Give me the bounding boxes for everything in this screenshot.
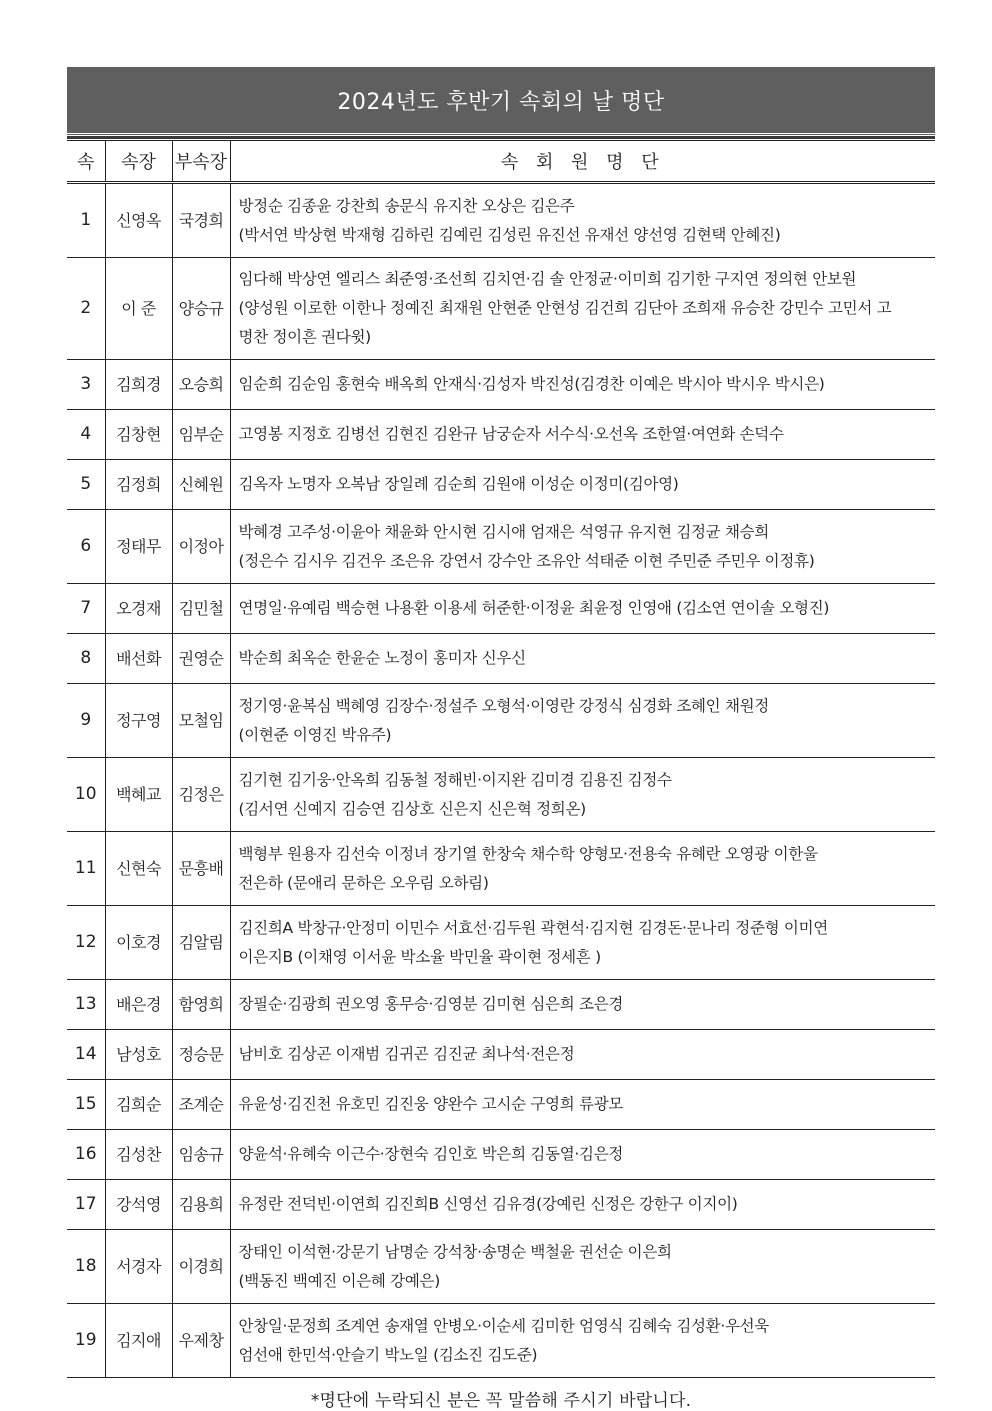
table-row	[67, 1080, 935, 1130]
row-sub-leader: 임송규	[172, 1130, 230, 1180]
table-row	[67, 1180, 935, 1230]
row-members	[230, 758, 935, 832]
table-row	[67, 1304, 935, 1378]
member-line: 박혜경 고주성·이윤아 채윤화 안시현 김시애 엄재은 석영규 유지현 김정균 채승희	[238, 522, 769, 541]
member-line: (백동진 백예진 이은혜 강예은)	[238, 1271, 440, 1290]
row-number: 2	[67, 258, 105, 360]
member-line: 안창일·문정희 조계연 송재열 안병오·이순세 김미한 엄영식 김혜숙 김성환·우선욱	[238, 1316, 769, 1335]
row-members	[230, 634, 935, 684]
row-sub-leader: 오승희	[172, 360, 230, 410]
row-members	[230, 183, 935, 258]
row-sub-leader: 국경희	[172, 183, 230, 258]
row-members	[230, 510, 935, 584]
roster-sheet	[67, 67, 935, 1411]
row-members	[230, 1080, 935, 1130]
row-leader: 배은경	[105, 980, 172, 1030]
table-row	[67, 1030, 935, 1080]
row-sub-leader: 이경희	[172, 1230, 230, 1304]
row-leader: 정구영	[105, 684, 172, 758]
row-sub-leader: 김용희	[172, 1180, 230, 1230]
row-sub-leader: 김정은	[172, 758, 230, 832]
member-line: 이은지B (이채영 이서윤 박소율 박민율 곽이현 정세흔 )	[238, 947, 601, 966]
row-sub-leader: 양승규	[172, 258, 230, 360]
member-line: 명찬 정이흔 권다윗)	[238, 328, 371, 346]
row-sub-leader: 김민철	[172, 584, 230, 634]
roster-body	[67, 183, 935, 1378]
row-leader: 김희순	[105, 1080, 172, 1130]
row-sub-leader: 김알림	[172, 906, 230, 980]
row-members	[230, 360, 935, 410]
row-members	[230, 1030, 935, 1080]
page-title: 2024년도 후반기 속회의 날 명단	[67, 67, 935, 136]
row-leader: 오경재	[105, 584, 172, 634]
member-line: 양윤석·유혜숙 이근수·장현숙 김인호 박은희 김동열·김은정	[238, 1145, 624, 1163]
row-leader: 백혜교	[105, 758, 172, 832]
table-row	[67, 1230, 935, 1304]
row-number: 9	[67, 684, 105, 758]
member-line: 연명일·유예림 백승현 나용환 이용세 허준한·이정윤 최윤정 인영애 (김소연 연이솔 오형진)	[238, 599, 830, 617]
row-sub-leader: 조계순	[172, 1080, 230, 1130]
member-line: 유정란 전덕빈·이연희 김진희B 신영선 김유경(강예린 신정은 강한구 이지이)	[238, 1195, 738, 1213]
table-row	[67, 634, 935, 684]
row-leader: 김창현	[105, 410, 172, 460]
row-sub-leader: 이정아	[172, 510, 230, 584]
row-sub-leader: 우제창	[172, 1304, 230, 1378]
member-line: 장필순·김광희 권오영 홍무승·김영분 김미현 심은희 조은경	[238, 995, 624, 1013]
member-line: 정기영·윤복심 백혜영 김장수·정설주 오형석·이영란 강정식 심경화 조혜인 채원정	[238, 696, 769, 715]
member-line: 임순희 김순임 홍현숙 배옥희 안재식·김성자 박진성(김경찬 이예은 박시아 박시우 박시은)	[238, 375, 825, 393]
table-row	[67, 758, 935, 832]
row-number: 17	[67, 1180, 105, 1230]
table-row	[67, 360, 935, 410]
header-leader: 속장	[105, 141, 172, 183]
member-line: 백형부 원용자 김선숙 이정녀 장기열 한창숙 채수학 양형모·전용숙 유혜란 오영광 이한울	[238, 844, 818, 863]
table-row	[67, 410, 935, 460]
table-row	[67, 510, 935, 584]
row-members	[230, 460, 935, 510]
row-number: 8	[67, 634, 105, 684]
row-number: 11	[67, 832, 105, 906]
member-line: 김진희A 박창규·안정미 이민수 서효선·김두원 곽현석·김지현 김경돈·문나리 정준형 이미연	[238, 918, 828, 937]
row-members	[230, 1180, 935, 1230]
table-row	[67, 980, 935, 1030]
table-row	[67, 832, 935, 906]
row-number: 18	[67, 1230, 105, 1304]
header-members: 속 회 원 명 단	[230, 141, 935, 183]
member-line: 박순희 최옥순 한윤순 노정이 홍미자 신우신	[238, 649, 526, 667]
member-line: (이현준 이영진 박유주)	[238, 725, 392, 744]
row-members	[230, 1304, 935, 1378]
member-line: 김기현 김기웅·안옥희 김동철 정해빈·이지완 김미경 김용진 김정수	[238, 770, 672, 789]
row-sub-leader: 권영순	[172, 634, 230, 684]
roster-table	[67, 140, 935, 1378]
row-number: 4	[67, 410, 105, 460]
row-members	[230, 906, 935, 980]
row-leader: 김정희	[105, 460, 172, 510]
row-number: 6	[67, 510, 105, 584]
table-row	[67, 584, 935, 634]
table-row	[67, 460, 935, 510]
row-leader: 이호경	[105, 906, 172, 980]
row-leader: 강석영	[105, 1180, 172, 1230]
row-leader: 배선화	[105, 634, 172, 684]
row-leader: 서경자	[105, 1230, 172, 1304]
row-number: 12	[67, 906, 105, 980]
row-sub-leader: 함영희	[172, 980, 230, 1030]
row-number: 10	[67, 758, 105, 832]
row-members	[230, 258, 935, 360]
row-members	[230, 1130, 935, 1180]
member-line: 고영봉 지정호 김병선 김현진 김완규 남궁순자 서수식·오선옥 조한열·여연화 손덕수	[238, 425, 784, 443]
row-number: 1	[67, 183, 105, 258]
header-row	[67, 141, 935, 183]
row-leader: 김지애	[105, 1304, 172, 1378]
member-line: 김옥자 노명자 오복남 장일례 김순희 김원애 이성순 이정미(김아영)	[238, 475, 679, 493]
row-leader: 이 준	[105, 258, 172, 360]
table-row	[67, 1130, 935, 1180]
table-row	[67, 258, 935, 360]
row-leader: 신현숙	[105, 832, 172, 906]
row-members	[230, 980, 935, 1030]
row-number: 13	[67, 980, 105, 1030]
header-sub-leader: 부속장	[172, 141, 230, 183]
row-number: 14	[67, 1030, 105, 1080]
header-number: 속	[67, 141, 105, 183]
row-leader: 신영옥	[105, 183, 172, 258]
member-line: 남비호 김상곤 이재범 김귀곤 김진균 최나석·전은정	[238, 1045, 575, 1063]
row-members	[230, 684, 935, 758]
table-row	[67, 906, 935, 980]
row-number: 15	[67, 1080, 105, 1130]
row-leader: 남성호	[105, 1030, 172, 1080]
row-sub-leader: 임부순	[172, 410, 230, 460]
member-line: (정은수 김시우 김건우 조은유 강연서 강수안 조유안 석태준 이현 주민준 주민우 이정휴)	[238, 551, 815, 570]
member-line: (박서연 박상현 박재형 김하린 김예린 김성린 유진선 유재선 양선영 김현택 안혜진)	[238, 225, 781, 244]
row-sub-leader: 모철임	[172, 684, 230, 758]
row-number: 5	[67, 460, 105, 510]
member-line: 유윤성·김진천 유호민 김진웅 양완수 고시순 구영희 류광모	[238, 1095, 624, 1113]
row-number: 7	[67, 584, 105, 634]
member-line: 엄선애 한민석·안슬기 박노일 (김소진 김도준)	[238, 1345, 538, 1364]
row-sub-leader: 정승문	[172, 1030, 230, 1080]
footnote: *명단에 누락되신 분은 꼭 말씀해 주시기 바랍니다.	[310, 1391, 692, 1411]
row-leader: 정태무	[105, 510, 172, 584]
row-leader: 김희경	[105, 360, 172, 410]
row-number: 3	[67, 360, 105, 410]
row-members	[230, 1230, 935, 1304]
row-number: 19	[67, 1304, 105, 1378]
member-line: 장태인 이석현·강문기 남명순 강석창·송명순 백철윤 권선순 이은희	[238, 1242, 672, 1261]
member-line: (양성원 이로한 이한나 정예진 최재원 안현준 안현성 김건희 김단아 조희재 유승찬 강민수 고민서 고	[238, 299, 892, 317]
member-line: (김서연 신예지 김승연 김상호 신은지 신은혁 정희온)	[238, 799, 586, 818]
row-leader: 김성찬	[105, 1130, 172, 1180]
table-row	[67, 684, 935, 758]
row-members	[230, 832, 935, 906]
member-line: 전은하 (문애리 문하은 오우림 오하림)	[238, 873, 489, 892]
table-row	[67, 183, 935, 258]
member-line: 방정순 김종윤 강찬희 송문식 유지찬 오상은 김은주	[238, 196, 575, 215]
row-members	[230, 584, 935, 634]
member-line: 임다해 박상연 엘리스 최준영·조선희 김치연·김 솔 안정균·이미희 김기한 구지연 정의현 안보원	[238, 270, 857, 288]
row-members	[230, 410, 935, 460]
row-sub-leader: 신혜원	[172, 460, 230, 510]
row-number: 16	[67, 1130, 105, 1180]
row-sub-leader: 문흥배	[172, 832, 230, 906]
